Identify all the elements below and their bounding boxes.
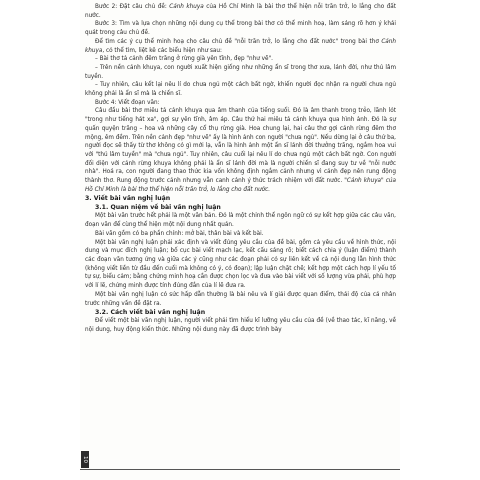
subsection-heading-2: 3.2. Cách viết bài văn nghị luận [95, 309, 206, 317]
paragraph-step4: Bước 4: Viết đoạn văn: [95, 99, 160, 106]
sub1-paragraph-4: Một bài văn nghị luận có sức hấp dẫn thường là bài nêu và lí giải được quan điểm, thái độ của cá nhân trước những vấn đề đặt ra. [85, 291, 396, 307]
bullet-1: – Bài thơ tả cảnh đêm trăng ở rừng già yên tĩnh, đẹp "như vẽ". [95, 56, 273, 63]
sub1-paragraph-2: Bài văn gồm có ba phần chính: mở bài, thân bài và kết bài. [95, 230, 264, 237]
page-content [85, 3, 396, 335]
sub1-paragraph-3: Một bài văn nghị luận phải xác định và viết đúng yêu cầu của đề bài, gồm cả yêu cầu về hình thức, nội dung và mục đích nghị luận; bố cục bài viết mạch lạc, kết cấu sáng rõ; biết cách chia ý (luận điểm) thành các đoạn văn tương ứng và giữa các ý cũng như các đoạn phải có sự liên kết về cả nội dung lẫn hình thức (không viết liền từ đầu đến cuối mà không có ý, có đoạn); lập luận chặt chẽ; kết hợp một cách hợp lí yếu tố tự sự, biểu cảm; bằng chứng minh hoạ cần được chọn lọc và đưa vào bài viết với số lượng vừa phải, phù hợp với lí lẽ, chứng minh được tính đúng đắn của lí lẽ đưa ra. [85, 239, 396, 290]
sub2-paragraph-1: Để viết một bài văn nghị luận, người viết phải tìm hiểu kĩ lưỡng yêu cầu của đề (về thao tác, kĩ năng, về nội dung, huy động kiến thức. Những nội dung này đã được trình bày [85, 318, 396, 333]
paragraph-step2: Bước 2: Đặt câu chủ đề: Cảnh khuya của Hồ Chí Minh là bài thơ thể hiện nỗi trăn trở, lo lắng cho đất nước. [85, 4, 396, 19]
paragraph-step3: Bước 3: Tìm và lựa chọn những nội dung cụ thể trong bài thơ có thể minh hoạ, làm sáng rõ hơn ý khái quát trong câu chủ đề. [85, 21, 396, 37]
bullet-2: – Trên nền cảnh khuya, con người xuất hiện giống như những ẩn sĩ trong thơ xưa, lánh đời, như thú lâm tuyền. [85, 64, 396, 80]
paragraph-sample: Câu đầu bài thơ miêu tả cảnh khuya qua âm thanh của tiếng suối. Đó là âm thanh trong trẻo, lãnh lót "trong như tiếng hát xa", gợi sự yên tĩnh, âm áp. Câu thứ hai miêu tả cảnh khuya qua hình ảnh. Đó là sự quấn quyện trăng – hoa và những cây cổ thụ rừng già. Hoa chung lại, hai câu thơ gợi cảnh rừng đêm thơ mộng, êm đềm. Trên nền cảnh đẹp "như vẽ" ấy là hình ảnh con người "chưa ngủ". Nếu dừng lại ở câu thứ ba, người đọc sẽ thấy từ thơ không có gì mới lạ, vẫn là hình ảnh một ẩn sĩ lánh đời thưởng trăng, ngắm hoa vui với "thú lâm tuyền" mà "chưa ngủ". Tuy nhiên, câu cuối lại nêu lí do chưa ngủ một cách bất ngờ. Con người đối diện với cảnh rừng khuya không phải là ẩn sĩ lánh đời mà là người chiến sĩ đang suy tư về "nỗi nước nhà". Hoá ra, con người đang thao thức kia vốn không định ngắm cảnh nhưng vì cảnh đẹp nên rung động thành thơ. Rung động trước cảnh nhưng vẫn canh cánh ý thức trách nhiệm với đất nước. "Cảnh khuya" của Hồ Chí Minh là bài thơ thể hiện nỗi trăn trở, lo lắng cho đất nước. [85, 108, 397, 193]
section-heading: 3. Viết bài văn nghị luận [85, 195, 171, 203]
bullet-3: – Tuy nhiên, câu kết lại nêu lí do chưa ngủ một cách bất ngờ, khiến người đọc nhận ra người chưa ngủ không phải là ẩn sĩ mà là chiến sĩ. [85, 82, 396, 98]
page-number-tab: 10 [81, 451, 89, 468]
bottom-rule [80, 469, 400, 470]
book-page [80, 0, 400, 480]
sub1-paragraph-1: Một bài văn trước hết phải là một văn bản. Đó là một chỉnh thể ngôn ngữ có sự kết hợp giữa các câu văn, đoạn văn để cùng thể hiện một nội dung nhất quán. [85, 213, 396, 229]
subsection-heading-1: 3.1. Quan niệm về bài văn nghị luận [95, 204, 221, 212]
paragraph-find-ideas: Để tìm các ý cụ thể minh hoạ cho câu chủ đề "nỗi trăn trở, lo lắng cho đất nước" trong bài thơ Cảnh khuya, có thể tìm, liệt kê các biểu hiện như sau: [85, 38, 396, 54]
